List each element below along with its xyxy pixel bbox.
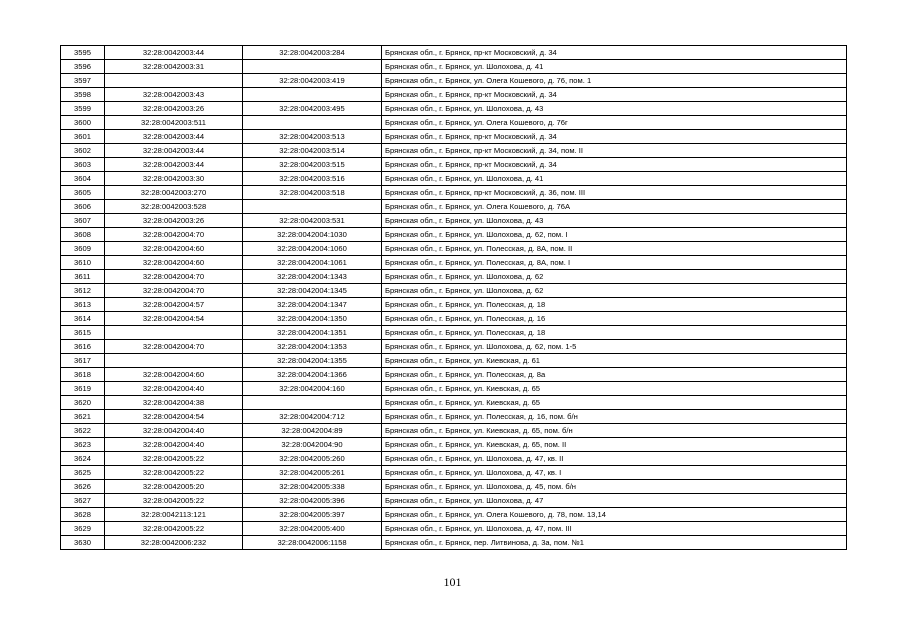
row-number-cell: 3624 (61, 452, 105, 466)
table-row (61, 396, 847, 410)
row-number-cell: 3601 (61, 130, 105, 144)
cadastral-number-cell: 32:28:0042004:57 (105, 298, 243, 312)
registry-table-body (61, 46, 847, 550)
row-number-cell: 3605 (61, 186, 105, 200)
address-cell: Брянская обл., г. Брянск, ул. Киевская, д. 65 (382, 396, 847, 410)
row-number-cell: 3619 (61, 382, 105, 396)
cadastral-number-cell: 32:28:0042004:70 (105, 228, 243, 242)
object-cadastral-number-cell: 32:28:0042004:89 (243, 424, 382, 438)
cadastral-number-cell: 32:28:0042003:30 (105, 172, 243, 186)
table-row (61, 340, 847, 354)
table-row (61, 46, 847, 60)
table-row (61, 130, 847, 144)
row-number-cell: 3595 (61, 46, 105, 60)
row-number-cell: 3621 (61, 410, 105, 424)
object-cadastral-number-cell: 32:28:0042004:1366 (243, 368, 382, 382)
object-cadastral-number-cell: 32:28:0042003:419 (243, 74, 382, 88)
cadastral-number-cell: 32:28:0042003:44 (105, 158, 243, 172)
object-cadastral-number-cell: 32:28:0042003:516 (243, 172, 382, 186)
address-cell: Брянская обл., г. Брянск, ул. Олега Кошевого, д. 76А (382, 200, 847, 214)
address-cell: Брянская обл., г. Брянск, ул. Шолохова, д. 47, кв. I (382, 466, 847, 480)
row-number-cell: 3629 (61, 522, 105, 536)
object-cadastral-number-cell: 32:28:0042003:495 (243, 102, 382, 116)
row-number-cell: 3598 (61, 88, 105, 102)
address-cell: Брянская обл., г. Брянск, ул. Полесская, д. 8А, пом. I (382, 256, 847, 270)
object-cadastral-number-cell: 32:28:0042003:513 (243, 130, 382, 144)
cadastral-number-cell: 32:28:0042005:22 (105, 452, 243, 466)
address-cell: Брянская обл., г. Брянск, ул. Полесская, д. 16, пом. б/н (382, 410, 847, 424)
table-row (61, 522, 847, 536)
address-cell: Брянская обл., г. Брянск, ул. Шолохова, д. 43 (382, 214, 847, 228)
row-number-cell: 3630 (61, 536, 105, 550)
row-number-cell: 3618 (61, 368, 105, 382)
object-cadastral-number-cell: 32:28:0042004:1030 (243, 228, 382, 242)
row-number-cell: 3614 (61, 312, 105, 326)
cadastral-number-cell: 32:28:0042003:26 (105, 102, 243, 116)
object-cadastral-number-cell: 32:28:0042004:1347 (243, 298, 382, 312)
cadastral-number-cell: 32:28:0042004:60 (105, 368, 243, 382)
address-cell: Брянская обл., г. Брянск, ул. Полесская, д. 8А, пом. II (382, 242, 847, 256)
object-cadastral-number-cell: 32:28:0042004:160 (243, 382, 382, 396)
object-cadastral-number-cell: 32:28:0042004:1343 (243, 270, 382, 284)
row-number-cell: 3628 (61, 508, 105, 522)
cadastral-number-cell: 32:28:0042004:54 (105, 410, 243, 424)
row-number-cell: 3604 (61, 172, 105, 186)
row-number-cell: 3611 (61, 270, 105, 284)
object-cadastral-number-cell: 32:28:0042006:1158 (243, 536, 382, 550)
row-number-cell: 3596 (61, 60, 105, 74)
page-number: 101 (443, 575, 462, 589)
table-row (61, 214, 847, 228)
address-cell: Брянская обл., г. Брянск, ул. Шолохова, д. 43 (382, 102, 847, 116)
cadastral-number-cell: 32:28:0042004:40 (105, 382, 243, 396)
row-number-cell: 3602 (61, 144, 105, 158)
address-cell: Брянская обл., г. Брянск, ул. Олега Кошевого, д. 78, пом. 13,14 (382, 508, 847, 522)
row-number-cell: 3625 (61, 466, 105, 480)
object-cadastral-number-cell: 32:28:0042005:261 (243, 466, 382, 480)
row-number-cell: 3626 (61, 480, 105, 494)
table-row (61, 410, 847, 424)
row-number-cell: 3627 (61, 494, 105, 508)
row-number-cell: 3603 (61, 158, 105, 172)
address-cell: Брянская обл., г. Брянск, пер. Литвинова, д. 3а, пом. №1 (382, 536, 847, 550)
row-number-cell: 3609 (61, 242, 105, 256)
cadastral-number-cell: 32:28:0042003:511 (105, 116, 243, 130)
cadastral-number-cell: 32:28:0042005:22 (105, 522, 243, 536)
cadastral-number-cell: 32:28:0042003:26 (105, 214, 243, 228)
object-cadastral-number-cell: 32:28:0042005:400 (243, 522, 382, 536)
object-cadastral-number-cell: 32:28:0042005:338 (243, 480, 382, 494)
cadastral-number-cell: 32:28:0042113:121 (105, 508, 243, 522)
address-cell: Брянская обл., г. Брянск, ул. Шолохова, д. 45, пом. б/н (382, 480, 847, 494)
object-cadastral-number-cell (243, 88, 382, 102)
address-cell: Брянская обл., г. Брянск, ул. Полесская, д. 16 (382, 312, 847, 326)
table-row (61, 60, 847, 74)
table-row (61, 480, 847, 494)
cadastral-number-cell: 32:28:0042003:270 (105, 186, 243, 200)
table-row (61, 452, 847, 466)
object-cadastral-number-cell: 32:28:0042003:515 (243, 158, 382, 172)
object-cadastral-number-cell (243, 116, 382, 130)
address-cell: Брянская обл., г. Брянск, пр-кт Московский, д. 36, пом. III (382, 186, 847, 200)
table-row (61, 284, 847, 298)
table-row (61, 88, 847, 102)
cadastral-number-cell: 32:28:0042004:54 (105, 312, 243, 326)
cadastral-number-cell: 32:28:0042004:38 (105, 396, 243, 410)
address-cell: Брянская обл., г. Брянск, ул. Шолохова, д. 62, пом. 1-5 (382, 340, 847, 354)
address-cell: Брянская обл., г. Брянск, ул. Полесская, д. 18 (382, 326, 847, 340)
address-cell: Брянская обл., г. Брянск, ул. Шолохова, д. 62 (382, 270, 847, 284)
table-row (61, 256, 847, 270)
cadastral-number-cell: 32:28:0042003:31 (105, 60, 243, 74)
table-row (61, 298, 847, 312)
address-cell: Брянская обл., г. Брянск, ул. Полесская, д. 8а (382, 368, 847, 382)
cadastral-number-cell: 32:28:0042003:43 (105, 88, 243, 102)
table-row (61, 186, 847, 200)
row-number-cell: 3612 (61, 284, 105, 298)
cadastral-number-cell: 32:28:0042005:22 (105, 494, 243, 508)
object-cadastral-number-cell: 32:28:0042004:90 (243, 438, 382, 452)
row-number-cell: 3606 (61, 200, 105, 214)
table-row (61, 200, 847, 214)
table-row (61, 242, 847, 256)
address-cell: Брянская обл., г. Брянск, ул. Киевская, д. 65, пом. б/н (382, 424, 847, 438)
row-number-cell: 3615 (61, 326, 105, 340)
table-row (61, 312, 847, 326)
cadastral-number-cell (105, 354, 243, 368)
object-cadastral-number-cell: 32:28:0042004:1060 (243, 242, 382, 256)
object-cadastral-number-cell (243, 396, 382, 410)
cadastral-number-cell: 32:28:0042003:44 (105, 46, 243, 60)
table-row (61, 536, 847, 550)
table-row (61, 74, 847, 88)
table-row (61, 424, 847, 438)
table-row (61, 270, 847, 284)
row-number-cell: 3610 (61, 256, 105, 270)
table-row (61, 144, 847, 158)
object-cadastral-number-cell: 32:28:0042004:1061 (243, 256, 382, 270)
cadastral-number-cell: 32:28:0042003:528 (105, 200, 243, 214)
cadastral-number-cell: 32:28:0042004:70 (105, 270, 243, 284)
cadastral-number-cell: 32:28:0042004:70 (105, 284, 243, 298)
address-cell: Брянская обл., г. Брянск, ул. Шолохова, д. 47, кв. II (382, 452, 847, 466)
row-number-cell: 3617 (61, 354, 105, 368)
object-cadastral-number-cell: 32:28:0042004:1353 (243, 340, 382, 354)
row-number-cell: 3607 (61, 214, 105, 228)
object-cadastral-number-cell: 32:28:0042003:514 (243, 144, 382, 158)
object-cadastral-number-cell: 32:28:0042005:397 (243, 508, 382, 522)
table-row (61, 326, 847, 340)
row-number-cell: 3622 (61, 424, 105, 438)
address-cell: Брянская обл., г. Брянск, ул. Шолохова, д. 41 (382, 60, 847, 74)
address-cell: Брянская обл., г. Брянск, ул. Олега Кошевого, д. 76, пом. 1 (382, 74, 847, 88)
address-cell: Брянская обл., г. Брянск, ул. Киевская, д. 61 (382, 354, 847, 368)
table-row (61, 172, 847, 186)
address-cell: Брянская обл., г. Брянск, ул. Киевская, д. 65, пом. II (382, 438, 847, 452)
row-number-cell: 3597 (61, 74, 105, 88)
address-cell: Брянская обл., г. Брянск, ул. Олега Кошевого, д. 76г (382, 116, 847, 130)
table-row (61, 466, 847, 480)
cadastral-number-cell: 32:28:0042004:40 (105, 438, 243, 452)
object-cadastral-number-cell: 32:28:0042004:1350 (243, 312, 382, 326)
registry-table (60, 45, 847, 550)
object-cadastral-number-cell: 32:28:0042003:531 (243, 214, 382, 228)
address-cell: Брянская обл., г. Брянск, пр-кт Московский, д. 34 (382, 88, 847, 102)
cadastral-number-cell: 32:28:0042006:232 (105, 536, 243, 550)
object-cadastral-number-cell: 32:28:0042004:1345 (243, 284, 382, 298)
object-cadastral-number-cell: 32:28:0042004:1355 (243, 354, 382, 368)
address-cell: Брянская обл., г. Брянск, пр-кт Московский, д. 34 (382, 46, 847, 60)
cadastral-number-cell: 32:28:0042005:22 (105, 466, 243, 480)
cadastral-number-cell: 32:28:0042004:60 (105, 242, 243, 256)
address-cell: Брянская обл., г. Брянск, ул. Шолохова, д. 62 (382, 284, 847, 298)
cadastral-number-cell: 32:28:0042005:20 (105, 480, 243, 494)
address-cell: Брянская обл., г. Брянск, пр-кт Московский, д. 34 (382, 130, 847, 144)
object-cadastral-number-cell: 32:28:0042004:712 (243, 410, 382, 424)
address-cell: Брянская обл., г. Брянск, ул. Киевская, д. 65 (382, 382, 847, 396)
object-cadastral-number-cell (243, 60, 382, 74)
row-number-cell: 3613 (61, 298, 105, 312)
table-row (61, 368, 847, 382)
row-number-cell: 3600 (61, 116, 105, 130)
row-number-cell: 3599 (61, 102, 105, 116)
object-cadastral-number-cell: 32:28:0042004:1351 (243, 326, 382, 340)
address-cell: Брянская обл., г. Брянск, ул. Полесская, д. 18 (382, 298, 847, 312)
address-cell: Брянская обл., г. Брянск, ул. Шолохова, д. 47, пом. III (382, 522, 847, 536)
object-cadastral-number-cell: 32:28:0042005:260 (243, 452, 382, 466)
address-cell: Брянская обл., г. Брянск, пр-кт Московский, д. 34, пом. II (382, 144, 847, 158)
address-cell: Брянская обл., г. Брянск, ул. Шолохова, д. 62, пом. I (382, 228, 847, 242)
table-row (61, 382, 847, 396)
cadastral-number-cell: 32:28:0042003:44 (105, 130, 243, 144)
table-row (61, 116, 847, 130)
object-cadastral-number-cell (243, 200, 382, 214)
object-cadastral-number-cell: 32:28:0042003:284 (243, 46, 382, 60)
row-number-cell: 3623 (61, 438, 105, 452)
row-number-cell: 3608 (61, 228, 105, 242)
table-row (61, 508, 847, 522)
address-cell: Брянская обл., г. Брянск, ул. Шолохова, д. 47 (382, 494, 847, 508)
cadastral-number-cell (105, 326, 243, 340)
object-cadastral-number-cell: 32:28:0042003:518 (243, 186, 382, 200)
cadastral-number-cell: 32:28:0042004:60 (105, 256, 243, 270)
cadastral-number-cell: 32:28:0042004:70 (105, 340, 243, 354)
table-row (61, 158, 847, 172)
object-cadastral-number-cell: 32:28:0042005:396 (243, 494, 382, 508)
table-row (61, 354, 847, 368)
table-row (61, 494, 847, 508)
address-cell: Брянская обл., г. Брянск, ул. Шолохова, д. 41 (382, 172, 847, 186)
cadastral-number-cell (105, 74, 243, 88)
address-cell: Брянская обл., г. Брянск, пр-кт Московский, д. 34 (382, 158, 847, 172)
table-row (61, 438, 847, 452)
cadastral-number-cell: 32:28:0042004:40 (105, 424, 243, 438)
table-row (61, 228, 847, 242)
table-row (61, 102, 847, 116)
row-number-cell: 3620 (61, 396, 105, 410)
cadastral-number-cell: 32:28:0042003:44 (105, 144, 243, 158)
row-number-cell: 3616 (61, 340, 105, 354)
